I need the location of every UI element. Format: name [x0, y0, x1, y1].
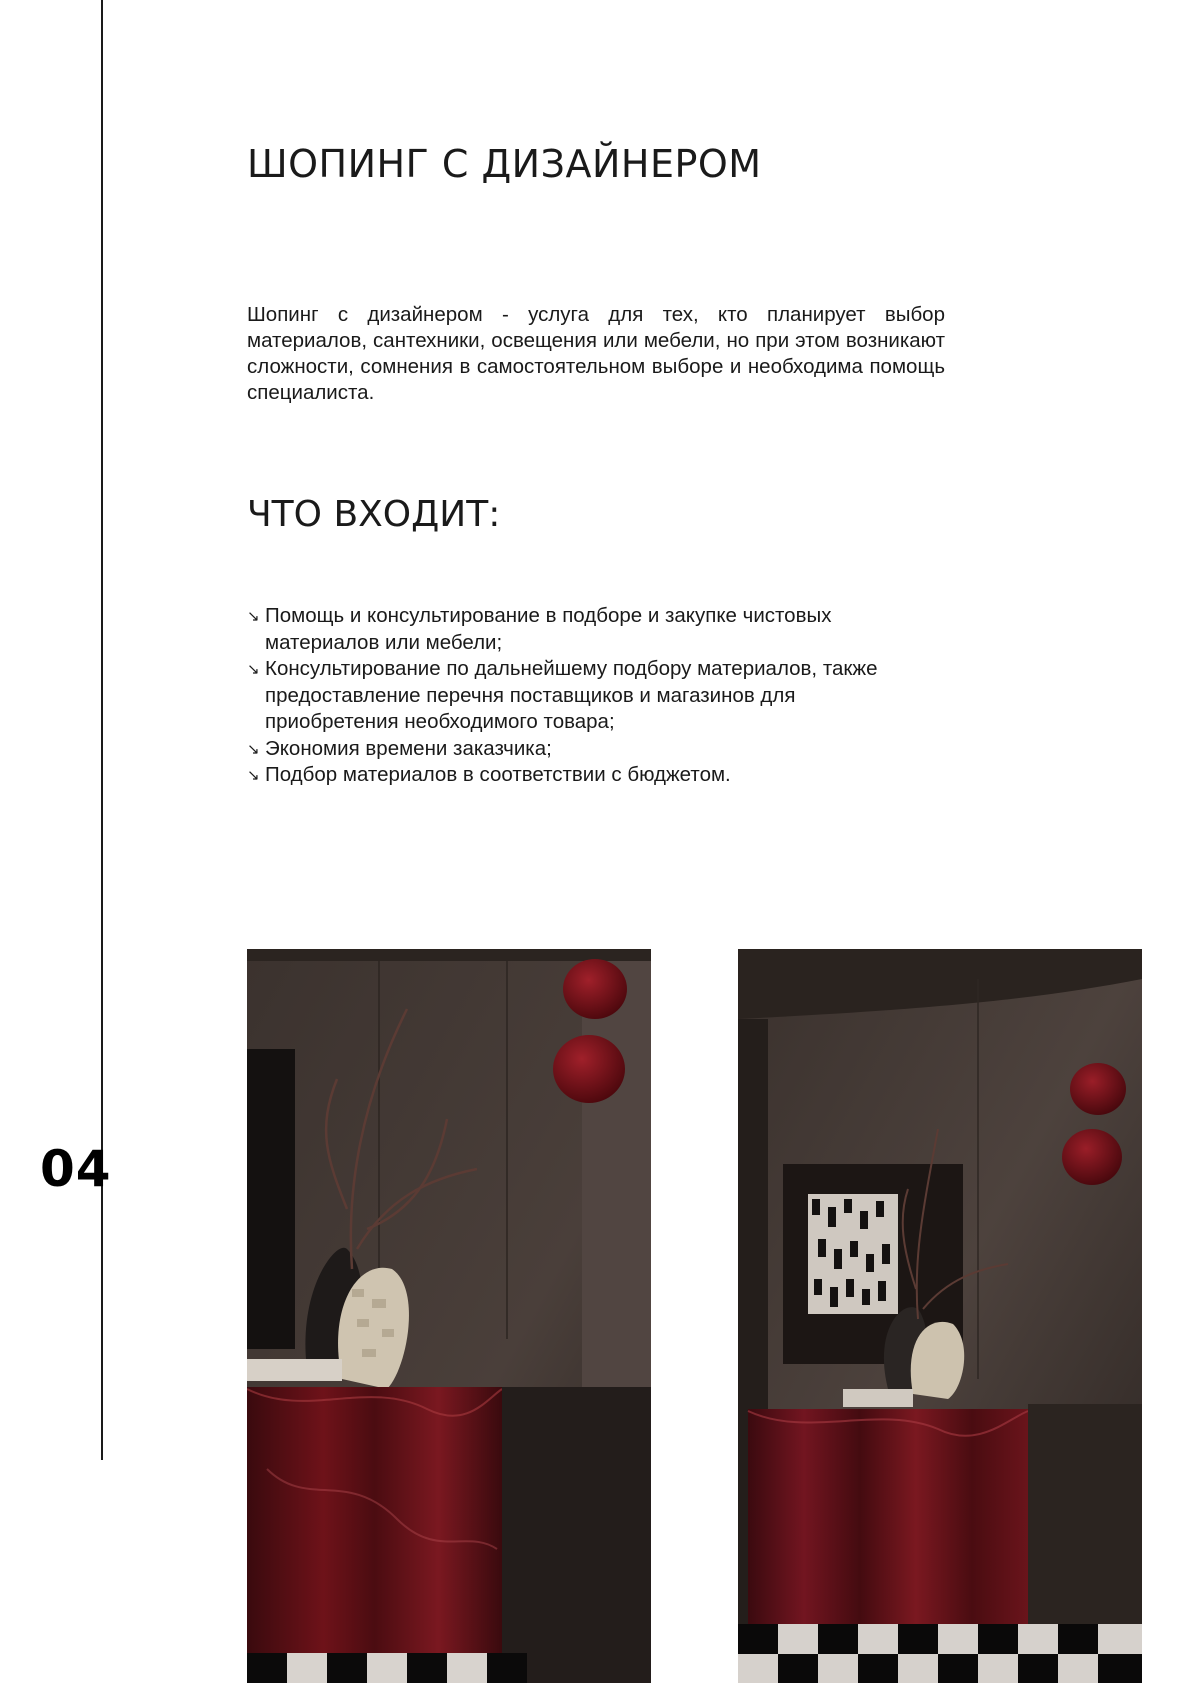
list-item: ↘ Консультирование по дальнейшему подбору материалов, также предоставление перечня поставщиков и магазинов для приобретения необходимого товара;: [247, 657, 878, 733]
arrow-down-right-icon: ↘: [247, 740, 260, 758]
list-item: ↘ Помощь и консультирование в подборе и закупке чистовых материалов или мебели;: [247, 604, 832, 654]
list-item: ↘ Экономия времени заказчика;: [247, 736, 887, 763]
arrow-down-right-icon: ↘: [247, 767, 260, 784]
intro-paragraph: Шопинг с дизайнером - услуга для тех, кто планирует выбор материалов, сантехники, освещения или мебели, но при этом возникают сложности, сомнения в самостоятельном выборе и необходима помощь специалиста.: [247, 303, 945, 404]
interior-photo-left: [247, 949, 651, 1683]
vertical-divider-line: [101, 0, 103, 1460]
arrow-down-right-icon: ↘: [247, 661, 260, 678]
page-title: ШОПИНГ С ДИЗАЙНЕРОМ: [247, 142, 762, 186]
interior-photo-left-graphic: [247, 949, 651, 1683]
list-item: ↘ Подбор материалов в соответствии с бюджетом.: [247, 762, 887, 789]
interior-photo-right-graphic: [738, 949, 1142, 1683]
services-list: [247, 603, 887, 789]
arrow-down-right-icon: ↘: [247, 608, 260, 625]
page-number: 04: [40, 1140, 112, 1198]
interior-photo-right: [738, 949, 1142, 1683]
section-subtitle: ЧТО ВХОДИТ:: [247, 494, 501, 535]
